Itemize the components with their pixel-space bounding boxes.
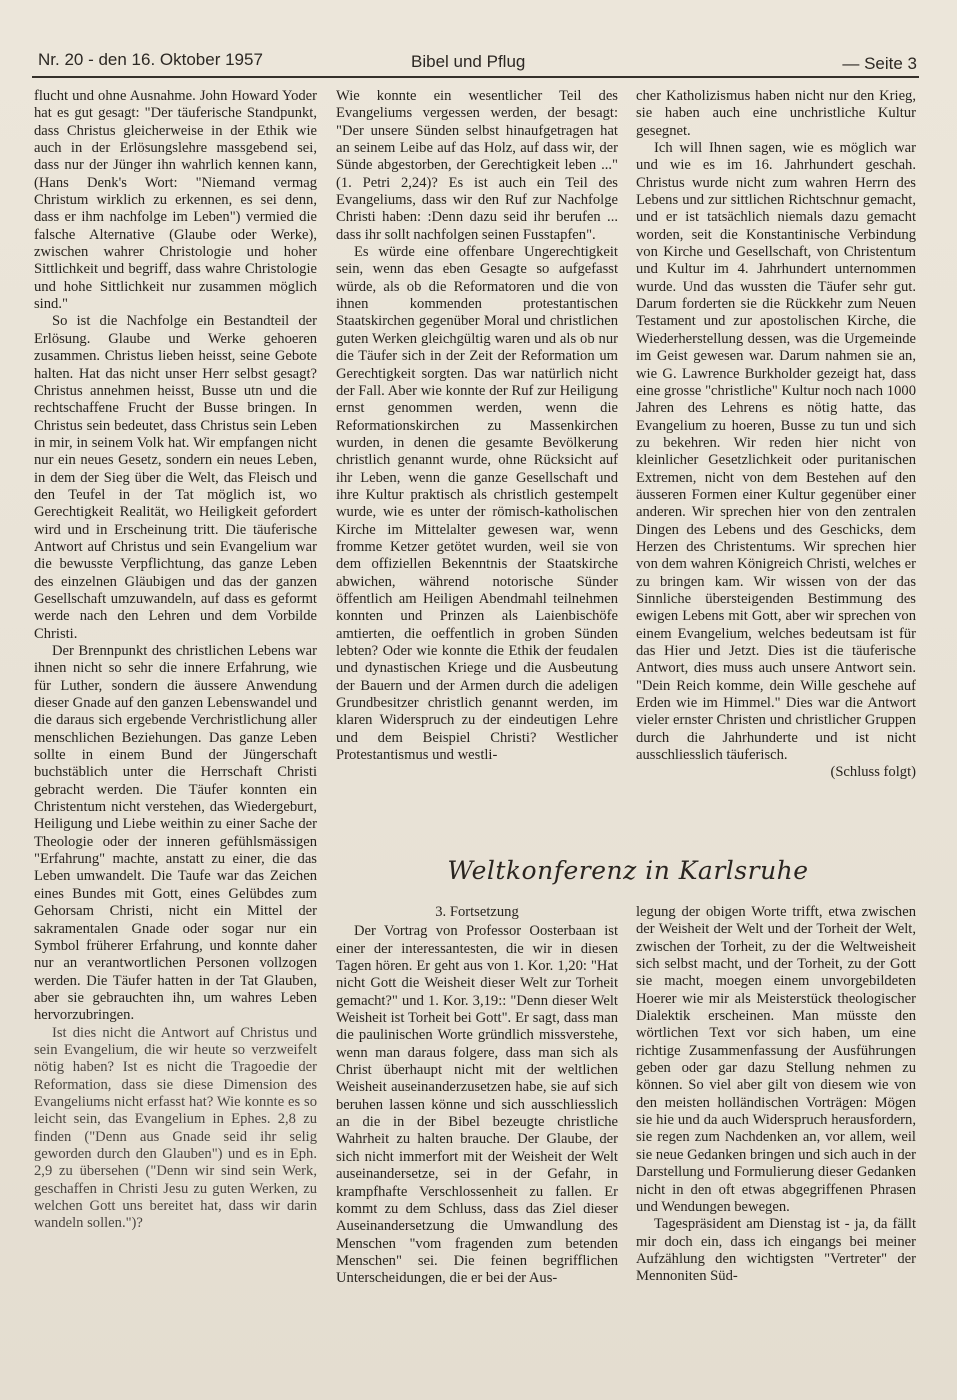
publication-title: Bibel und Pflug	[411, 52, 526, 71]
paragraph: legung der obigen Worte trifft, etwa zwischen der Weisheit der Welt und der Torheit der Welt, zwischen der Torheit, zu der die Weltweisheit sich selbst macht, und der Torheit, zu der Gott sie macht, moegen einem unvorgebildeten Hoerer wie mir als Meisterstück theologischer Dialektik erscheinen. Man müsste den wörtlichen Text vor sich haben, um eine richtige Zusammenfassung der Ausführungen geben oder gar dazu Stellung nehmen zu können. So viel aber gilt von diesem wie von den meisten holländischen Vorträgen: Mögen sie hie und da auch Widerspruch herausfordern, sie regen zum Nachdenken an, vor allem, weil sie neue Gedanken bringen und sich auch in der Darstellung und Formulierung dieser Gedanken nicht in den oft etwas abgegriffenen Phrasen und Wendungen bewegen.	[636, 904, 916, 1215]
article2-title: Weltkonferenz in Karlsruhe	[447, 856, 809, 885]
paragraph: Wie konnte ein wesentlicher Teil des Evangeliums vergessen werden, der besagt: "Der unsere Sünden selbst hinaufgetragen hat an seinem Leibe auf das Holz, auf dass wir, der Sünde abgestorben, der Gerechtigkeit leben ..." (1. Petri 2,24)? Es ist auch ein Teil des Evangeliums, dass wir den Ruf zur Nachfolge Christi haben: :Denn dazu seid ihr berufen ... dass ihr sollt nachfolgen seinen Fusstapfen".	[336, 88, 618, 243]
issue-date: Nr. 20 - den 16. Oktober 1957	[38, 50, 263, 69]
paragraph: Es würde eine offenbare Ungerechtigkeit sein, wenn das eben Gesagte so aufgefasst würde, als ob die Reformatoren und die von ihnen kommenden protestantischen Staatskirchen gegenüber Moral und christlichen guten Werken gleichgültig waren und als ob nur die Täufer sich in der Zeit der Reformation um Gerechtigkeit sorgten. Das war natürlich nicht der Fall. Aber wie konnte der Ruf zur Heiligung ernst genommen werden, wenn die Reformationskirchen zu Massenkirchen wurden, in denen die gesamte Bevölkerung christlich genannt wurde, ohne Rücksicht auf ihr Leben, wenn die ganze Gesellschaft und ihre Kultur praktisch als christlich gestempelt wurde, wie es unter der römisch-katholischen Kirche im Mittelalter gewesen war, wenn fromme Ketzer getötet wurden, weil sie von dem offiziellen Bekenntnis der Staatskirche abwichen, während notorische Sünder öffentlich am Heiligen Abendmahl teilnehmen konnten und Prinzen als Laienbischöfe amtierten, die oeffentlich in groben Sünden lebten? Oder wie konnte die Ethik der feudalen und dynastischen Kriege und die Ausbeutung der Bauern und der Armen durch die adeligen Grundbesitzer christlich genannt werden, im klaren Widerspruch zu der eindeutigen Lehre und dem Beispiel Christi? Westlicher Protestantismus und westli-	[336, 244, 618, 764]
article1-column-2	[336, 88, 618, 848]
paragraph: Der Brennpunkt des christlichen Lebens war ihnen nicht so sehr die innere Erfahrung, wie für Luther, sondern die äussere Anwendung dieser Gnade auf den ganzen Lebenswandel und die daraus sich ergebende Verchristlichung aller menschlichen Beziehungen. Das ganze Leben sollte in einem Bund der Jüngerschaft buchstäblich unter die Herrschaft Christi gebracht werden. Die Täufer konnten ein Christentum nicht verstehen, das Wiedergeburt, Heiligung und Liebe weithin zu einer Sache der Theologie oder der inneren gefühlsmässigen "Erfahrung" machte, anstatt zu einer, die das Leben umwandelt. Die Taufe war das Zeichen eines Bundes mit Gott, eines Gelübdes zum Gehorsam Christi, nicht ein Mittel der sakramentalen Gnade oder sogar nur ein Symbol früherer Erfahrung, und konnte daher nur an verantwortlichen Personen vollzogen werden. Die Täufer hatten in der Tat Glauben, aber sie gebrauchten ihn, um wahres Leben hervorzubringen.	[34, 643, 317, 1024]
article2-column-1	[336, 904, 618, 1344]
paragraph: flucht und ohne Ausnahme. John Howard Yoder hat es gut gesagt: "Der täuferische Standpunkt, dass Christus gleicherweise in der Ethik wie auch in der Erlösungslehre massgebend sei, dass nur der Jünger ihn wahrlich kennen kann, (Hans Denk's Wort: "Niemand vermag Christum wirklich zu erkennen, es sei denn, dass er ihm nachfolge im Leben") vermied die falsche Alternative (Glaube oder Werke), zwischen wahrer Christologie und hoher Sittlichkeit und begriff, dass wahre Christologie und hohe Sittlichkeit nur zusammen möglich sind."	[34, 88, 317, 313]
paragraph: Ist dies nicht die Antwort auf Christus und sein Evangelium, die wir heute so verzweifelt nötig haben? Ist es nicht die Tragoedie der Reformation, dass sie diese Dimension des Evangeliums nicht erfasst hat? Wie konnte es so leicht sein, das Evangelium in Ephes. 2,8 zu finden ("Denn aus Gnade seid ihr selig geworden durch den Glauben") und es in Eph. 2,9 zu übersehen ("Denn wir sind sein Werk, geschaffen in Christi Jesu zu guten Werken, zu welchen Gott uns bereitet hat, dass wir darin wandeln sollen.")?	[34, 1024, 317, 1232]
article1-column-1	[34, 88, 317, 1348]
page-number: — Seite 3	[842, 54, 917, 73]
article2-subtitle: 3. Fortsetzung	[435, 904, 519, 920]
paragraph: So ist die Nachfolge ein Bestandteil der Erlösung. Glaube und Werke gehoeren zusammen. Christus lieben heisst, seine Gebote halten. Hat das nicht unser Herr selbst gesagt? Christus annehmen heisst, Busse utn und die rechtschaffene Frucht der Busse bringen. In Christus sein bedeutet, dass Christus sein Leben in mir, in seinem Volk hat. Wir empfangen nicht nur ein neues Gesetz, sondern ein neues Leben, in dem der Sieg über die Welt, das Fleisch und den Teufel in der Tat möglich ist, wo Gerechtigkeit Realität, wo Heiligkeit gefordert wird und in Erscheinung tritt. Die täuferische Antwort auf Christus und sein Evangelium war die bewusste Verpflichtung, das ganze Leben des einzelnen Gläubigen und das der ganzen Gesellschaft umzuwandeln, auf dass es geformt werde nach den Lehren und dem Vorbilde Christi.	[34, 313, 317, 642]
paragraph: Der Vortrag von Professor Oosterbaan ist einer der interessantesten, die wir in diesen Tagen hören. Er geht aus von 1. Kor. 1,20: "Hat nicht Gott die Weisheit dieser Welt zur Torheit gemacht?" und 1. Kor. 3,19:: "Denn dieser Welt Weisheit ist Torheit bei Gott". Er sagt, dass man die paulinischen Worte gründlich missverstehe, wenn man daraus folgere, dass man sich als Christ überhaupt nicht mit der weltlichen Weisheit auseinanderzusetzen habe, sie auf sich beruhen lassen könne und sich ausschliesslich an die in der Bibel bezeugte christliche Wahrheit zu halten brauche. Der Glaube, der sich nicht immerfort mit der Weisheit der Welt auseinandersetze, sei in der Gefahr, in krampfhafte Verschlossenheit zu fallen. Er kommt zu dem Schluss, dass das Ziel dieser Auseinandersetzung die Umwandlung des Menschen "vom fragenden zum betenden Menschen" sei. Die feinen begrifflichen Unterscheidungen, die er bei der Aus-	[336, 923, 618, 1287]
article2-column-2	[636, 904, 916, 1344]
article1-column-3	[636, 88, 916, 848]
paragraph: Ich will Ihnen sagen, wie es möglich war und wie es im 16. Jahrhundert geschah. Christus wurde nicht zum wahren Herrn des Lebens und zur sittlichen Richtschnur gemacht, und er ist tatsächlich niemals dazu gemacht worden, seit die Konstantinische Verbindung von Kirche und Gesellschaft, von Christentum und Kultur im 4. Jahrhundert unternommen wurde. Und das wussten die Täufer sehr gut. Darum forderten sie die Rückkehr zum Neuen Testament und zur apostolischen Kirche, die Wiederherstellung dessen, was die Urgemeinde im Geist gewesen war. Darum nahmen sie an, wie G. Lawrence Burkholder gezeigt hat, dass eine grosse "christliche" Kultur noch nach 1000 Jahren des Lehrens es nötig hatte, das Evangelium zu hoeren, Busse zu tun und sich zu bekehren. Wir reden hier nicht von kleinlicher Gesetzlichkeit oder puritanischen Extremen, nicht von dem Bestehen auf den äusseren Formen einer Kultur gegenüber einer anderen. Wir sprechen hier von den zentralen Dingen des Lebens und des Geschicks, dem Herzen des Christentums. Wir sprechen hier von dem wahren Königreich Christi, welches er zu bringen kam. Wir wissen von der das Sinnliche übersteigenden Bestimmung des ewigen Lebens mit Gott, aber wir sprechen von einem Evangelium, welches bedeutsam ist für das Hier und Jetzt. Dies ist die täuferische Antwort, dies muss auch unsere Antwort sein. "Dein Reich komme, dein Wille geschehe auf Erden wie im Himmel." Dies war die Antwort vieler ernster Christen und christlicher Gruppen durch die Jahrhunderte und ist nicht ausschliesslich täuferisch.	[636, 140, 916, 764]
header-rule	[32, 76, 919, 78]
paragraph: cher Katholizismus haben nicht nur den Krieg, sie haben auch eine unchristliche Kultur gesegnet.	[636, 88, 916, 139]
paragraph: Tagespräsident am Dienstag ist - ja, da fällt mir doch ein, dass ich eingangs bei meiner Aufzählung den wichtigsten "Vertreter" der Mennoniten Süd-	[636, 1216, 916, 1285]
page-header	[38, 46, 917, 74]
continuation-note: (Schluss folgt)	[830, 764, 916, 781]
